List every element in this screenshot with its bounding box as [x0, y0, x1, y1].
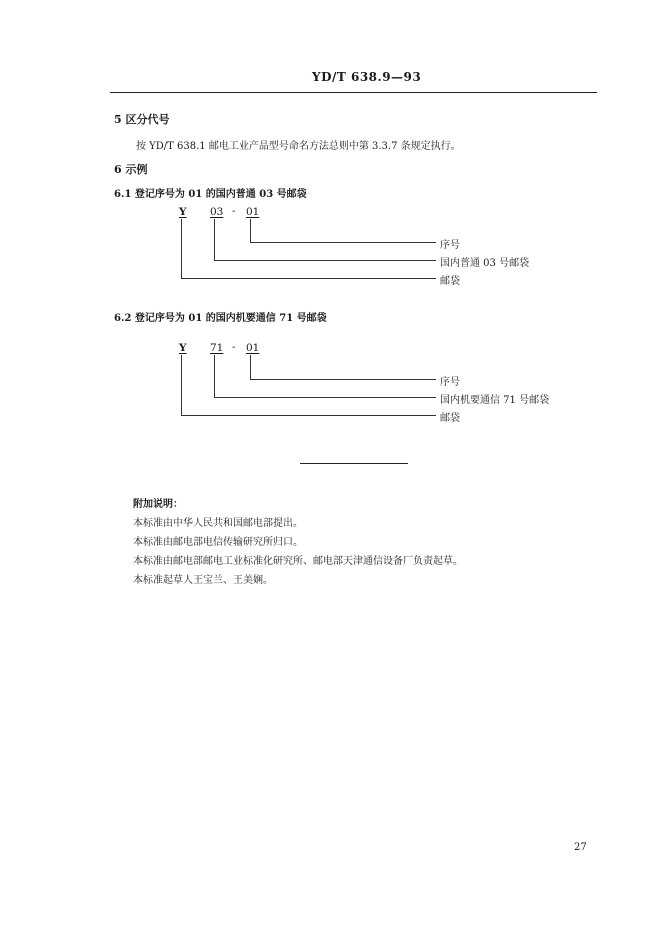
standard-code: YD/T 638.9—93	[312, 70, 422, 84]
label-type: 国内普通 03 号邮袋	[440, 258, 530, 269]
section-5-heading: 5 区分代号	[114, 113, 170, 126]
appendix-line: 本标准由邮电部电信传输研究所归口。	[133, 537, 303, 548]
code-dash: -	[232, 342, 236, 353]
code-letter-y: Y	[179, 206, 187, 218]
leader-type-vertical	[214, 219, 215, 261]
leader-type-horizontal	[214, 397, 436, 398]
appendix-line: 本标准由邮电部邮电工业标准化研究所、邮电部天津通信设备厂负责起草。	[133, 556, 463, 567]
end-separator-rule	[300, 463, 408, 464]
section-5-text: 按 YD/T 638.1 邮电工业产品型号命名方法总则中第 3.3.7 条规定执行。	[136, 141, 461, 152]
section-6-heading: 6 示例	[114, 163, 148, 176]
appendix-line: 本标准由中华人民共和国邮电部提出。	[133, 518, 303, 529]
leader-y-vertical	[181, 219, 182, 279]
leader-serial-horizontal	[250, 242, 436, 243]
leader-type-vertical	[214, 355, 215, 398]
leader-serial-horizontal	[250, 379, 436, 380]
code-type-number: 03	[210, 206, 224, 218]
header-rule	[110, 92, 597, 93]
example-6-1-title: 6.1 登记序号为 01 的国内普通 03 号邮袋	[114, 189, 307, 200]
leader-type-horizontal	[214, 260, 436, 261]
label-serial: 序号	[440, 240, 460, 251]
appendix-line: 本标准起草人王宝兰、王美娴。	[133, 575, 273, 586]
leader-y-horizontal	[181, 278, 436, 279]
code-serial-number: 01	[246, 206, 260, 218]
label-serial: 序号	[440, 377, 460, 388]
leader-serial-vertical	[250, 219, 251, 243]
label-type: 国内机要通信 71 号邮袋	[440, 395, 550, 406]
example-6-2-title: 6.2 登记序号为 01 的国内机要通信 71 号邮袋	[114, 313, 327, 324]
label-bag: 邮袋	[440, 276, 460, 287]
leader-y-vertical	[181, 355, 182, 416]
appendix-title: 附加说明：	[133, 499, 183, 510]
code-letter-y: Y	[179, 342, 187, 354]
code-type-number: 71	[210, 342, 224, 354]
code-serial-number: 01	[246, 342, 260, 354]
page-number: 27	[574, 842, 587, 853]
label-bag: 邮袋	[440, 413, 460, 424]
leader-serial-vertical	[250, 355, 251, 380]
code-dash: -	[232, 206, 236, 217]
leader-y-horizontal	[181, 415, 436, 416]
